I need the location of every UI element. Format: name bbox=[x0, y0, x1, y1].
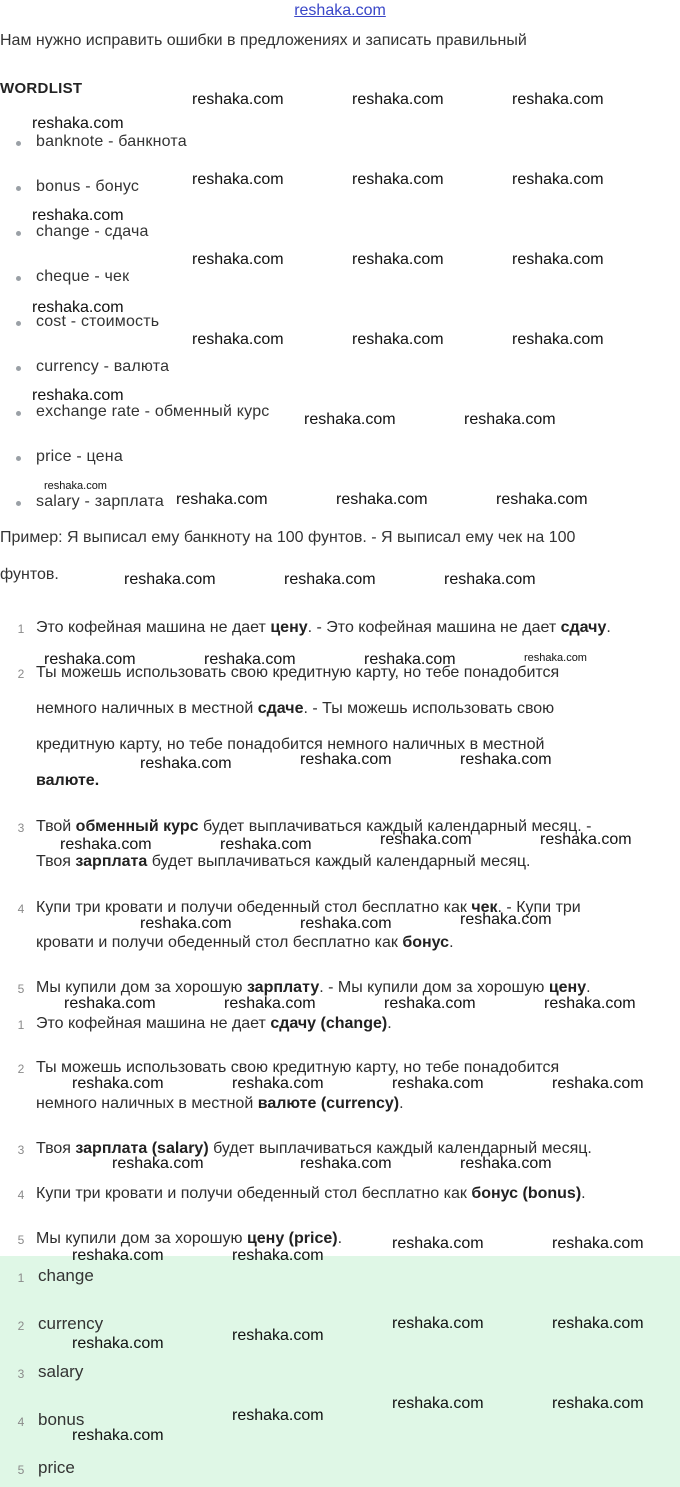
sentence-2-line: Ты можешь использовать свою кредитную карту, но тебе понадобится bbox=[36, 664, 560, 681]
answer-number: 3 bbox=[17, 1367, 25, 1381]
watermark-text: reshaka.com bbox=[460, 911, 552, 928]
corrected-2-line: Ты можешь использовать свою кредитную карту, но тебе понадобится bbox=[36, 1059, 560, 1076]
watermark-text: reshaka.com bbox=[392, 1235, 484, 1252]
watermark-text: reshaka.com bbox=[460, 1155, 552, 1172]
watermark-text: reshaka.com bbox=[552, 1315, 644, 1332]
watermark-text: reshaka.com bbox=[544, 995, 636, 1012]
watermark-text: reshaka.com bbox=[232, 1075, 324, 1092]
sentence-3-line: Твой обменный курс будет выплачиваться каждый календарный месяц. - bbox=[36, 818, 592, 835]
watermark-text: reshaka.com bbox=[284, 571, 376, 588]
watermark-text: reshaka.com bbox=[224, 995, 316, 1012]
watermark-text: reshaka.com bbox=[140, 755, 232, 772]
watermark-text: reshaka.com bbox=[352, 331, 444, 348]
sentence-3-line: Твоя зарплата будет выплачиваться каждый календарный месяц. bbox=[36, 853, 531, 870]
watermark-text: reshaka.com bbox=[336, 491, 428, 508]
watermark-text: reshaka.com bbox=[552, 1075, 644, 1092]
watermark-text: reshaka.com bbox=[44, 651, 136, 668]
watermark-text: reshaka.com bbox=[60, 836, 152, 853]
sentence-4-line: Купи три кровати и получи обеденный стол бесплатно как чек. - Купи три bbox=[36, 899, 581, 916]
watermark-text: reshaka.com bbox=[192, 171, 284, 188]
watermark-text: reshaka.com bbox=[72, 1335, 164, 1352]
answer-word: change bbox=[38, 1266, 94, 1285]
answer-number: 2 bbox=[17, 1319, 25, 1333]
watermark-text: reshaka.com bbox=[460, 751, 552, 768]
watermark-text: reshaka.com bbox=[512, 171, 604, 188]
watermark-text: reshaka.com bbox=[512, 251, 604, 268]
bullet-icon bbox=[16, 231, 21, 236]
watermark-text: reshaka.com bbox=[112, 1155, 204, 1172]
example-line: фунтов. bbox=[0, 566, 59, 583]
item-number: 1 bbox=[17, 1018, 25, 1032]
corrected-4: Купи три кровати и получи обеденный стол бесплатно как бонус (bonus). bbox=[36, 1185, 586, 1202]
watermark-text: reshaka.com bbox=[64, 995, 156, 1012]
answer-word: price bbox=[38, 1458, 75, 1477]
watermark-text: reshaka.com bbox=[496, 491, 588, 508]
corrected-2-line: немного наличных в местной валюте (currency). bbox=[36, 1095, 404, 1112]
item-number: 5 bbox=[17, 982, 25, 996]
watermark-text: reshaka.com bbox=[140, 915, 232, 932]
bullet-icon bbox=[16, 186, 21, 191]
sentence-2-line: валюте. bbox=[36, 772, 100, 789]
item-number: 2 bbox=[17, 667, 25, 681]
watermark-text: reshaka.com bbox=[192, 251, 284, 268]
answer-word: currency bbox=[38, 1314, 104, 1333]
watermark-text: reshaka.com bbox=[300, 1155, 392, 1172]
answer-number: 4 bbox=[17, 1415, 25, 1429]
watermark-text: reshaka.com bbox=[512, 331, 604, 348]
watermark-text: reshaka.com bbox=[192, 91, 284, 108]
watermark-text: reshaka.com bbox=[220, 836, 312, 853]
intro-text: Нам нужно исправить ошибки в предложениях и записать правильный bbox=[0, 32, 527, 49]
watermark-text: reshaka.com bbox=[392, 1075, 484, 1092]
watermark-text: reshaka.com bbox=[392, 1315, 484, 1332]
watermark-text: reshaka.com bbox=[232, 1327, 324, 1344]
watermark-text: reshaka.com bbox=[32, 387, 124, 404]
watermark-text: reshaka.com bbox=[32, 115, 124, 132]
item-number: 3 bbox=[17, 821, 25, 835]
watermark-text: reshaka.com bbox=[300, 915, 392, 932]
bullet-icon bbox=[16, 411, 21, 416]
watermark-text: reshaka.com bbox=[300, 751, 392, 768]
watermark-text: reshaka.com bbox=[552, 1395, 644, 1412]
watermark-text: reshaka.com bbox=[352, 91, 444, 108]
watermark-text: reshaka.com bbox=[32, 207, 124, 224]
item-number: 4 bbox=[17, 902, 25, 916]
watermark-text: reshaka.com bbox=[380, 831, 472, 848]
corrected-1: Это кофейная машина не дает сдачу (change). bbox=[36, 1015, 392, 1032]
watermark-text: reshaka.com bbox=[352, 171, 444, 188]
bullet-icon bbox=[16, 456, 21, 461]
watermark-text: reshaka.com bbox=[192, 331, 284, 348]
item-number: 3 bbox=[17, 1143, 25, 1157]
answer-number: 1 bbox=[17, 1271, 25, 1285]
watermark-text: reshaka.com bbox=[540, 831, 632, 848]
sentence-1: Это кофейная машина не дает цену. - Это кофейная машина не дает сдачу. bbox=[36, 619, 611, 636]
sentence-4-line: кровати и получи обеденный стол бесплатно как бонус. bbox=[36, 934, 454, 951]
wordlist-title: WORDLIST bbox=[0, 80, 83, 97]
watermark-text: reshaka.com bbox=[352, 251, 444, 268]
watermark-text: reshaka.com bbox=[232, 1247, 324, 1264]
watermark-text: reshaka.com bbox=[392, 1395, 484, 1412]
sentence-5: Мы купили дом за хорошую зарплату. - Мы купили дом за хорошую цену. bbox=[36, 979, 591, 996]
watermark-text: reshaka.com bbox=[364, 651, 456, 668]
site-link[interactable]: reshaka.com bbox=[294, 2, 386, 19]
item-number: 5 bbox=[17, 1233, 25, 1247]
item-number: 1 bbox=[17, 622, 25, 636]
watermark-text: reshaka.com bbox=[72, 1247, 164, 1264]
watermark-text: reshaka.com bbox=[204, 651, 296, 668]
answer-number: 5 bbox=[17, 1463, 25, 1477]
watermark-text: reshaka.com bbox=[524, 652, 587, 664]
sentence-2-line: кредитную карту, но тебе понадобится немного наличных в местной bbox=[36, 736, 545, 753]
watermark-text: reshaka.com bbox=[384, 995, 476, 1012]
bullet-icon bbox=[16, 321, 21, 326]
watermark-text: reshaka.com bbox=[464, 411, 556, 428]
watermark-text: reshaka.com bbox=[176, 491, 268, 508]
bullet-icon bbox=[16, 366, 21, 371]
watermark-text: reshaka.com bbox=[72, 1075, 164, 1092]
item-number: 4 bbox=[17, 1188, 25, 1202]
watermark-text: reshaka.com bbox=[444, 571, 536, 588]
watermark-text: reshaka.com bbox=[124, 571, 216, 588]
answers-panel bbox=[0, 1256, 680, 1487]
watermark-text: reshaka.com bbox=[44, 480, 107, 492]
bullet-icon bbox=[16, 501, 21, 506]
bullet-icon bbox=[16, 276, 21, 281]
corrected-5: Мы купили дом за хорошую цену (price). bbox=[36, 1230, 343, 1247]
item-number: 2 bbox=[17, 1062, 25, 1076]
example-line: Пример: Я выписал ему банкноту на 100 фунтов. - Я выписал ему чек на 100 bbox=[0, 529, 576, 546]
watermark-text: reshaka.com bbox=[304, 411, 396, 428]
bullet-icon bbox=[16, 141, 21, 146]
answer-word: bonus bbox=[38, 1410, 85, 1429]
watermark-text: reshaka.com bbox=[512, 91, 604, 108]
answer-word: salary bbox=[38, 1362, 84, 1381]
watermark-text: reshaka.com bbox=[72, 1427, 164, 1444]
watermark-text: reshaka.com bbox=[232, 1407, 324, 1424]
watermark-text: reshaka.com bbox=[552, 1235, 644, 1252]
sentence-2-line: немного наличных в местной сдаче. - Ты можешь использовать свою bbox=[36, 700, 555, 717]
corrected-3: Твоя зарплата (salary) будет выплачиваться каждый календарный месяц. bbox=[36, 1140, 592, 1157]
watermark-text: reshaka.com bbox=[32, 299, 124, 316]
